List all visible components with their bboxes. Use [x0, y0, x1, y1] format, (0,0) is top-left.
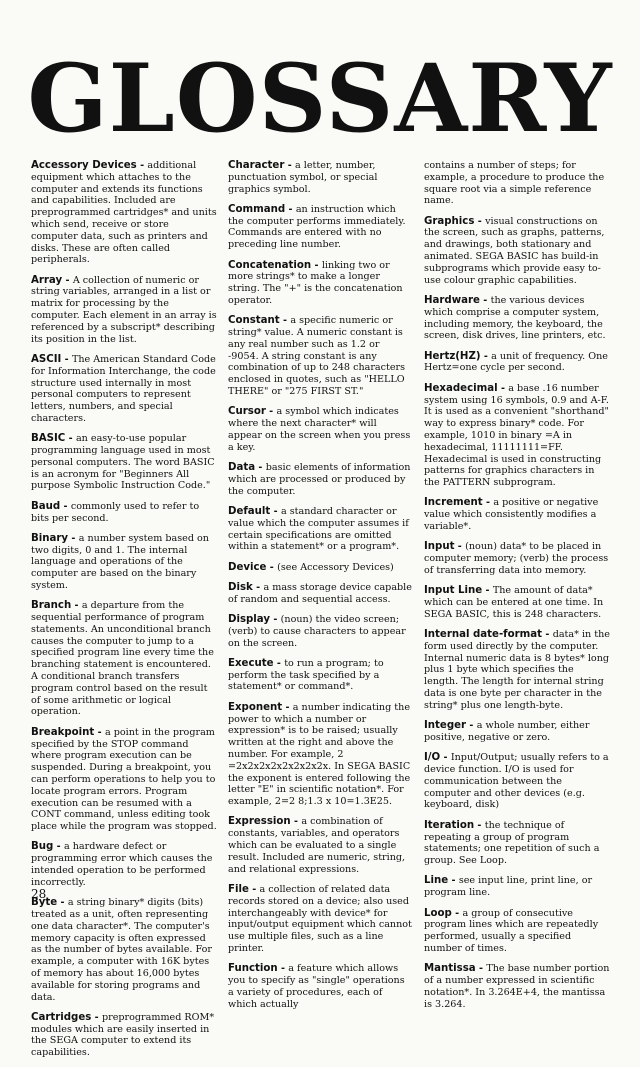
glossary-column-1	[31, 160, 217, 1067]
glossary-definition: a feature which allows you to specify as "single" operations a variety of procedures, each of which actually	[228, 963, 405, 1010]
glossary-entry	[424, 820, 610, 867]
glossary-entry	[424, 541, 610, 576]
glossary-definition: Input/Output; usually refers to a device function. I/O is used for communication between the computer and other devices (e.g. keyboard, disk)	[424, 752, 609, 811]
glossary-entry	[31, 160, 217, 266]
term-separator: -	[266, 561, 278, 573]
glossary-definition: a departure from the sequential performance of program statements. An unconditional branch causes the computer to jump to a specified program line every time the branching statement is encountered. A conditional branch transfers program control based on the result of some arithmetic or logical operation.	[31, 600, 214, 718]
glossary-entry	[424, 963, 610, 1010]
glossary-entry	[31, 727, 217, 833]
glossary-term: Iteration	[424, 819, 475, 831]
term-separator: -	[542, 629, 553, 641]
glossary-term: Accessory Devices	[31, 160, 137, 171]
term-separator: -	[61, 353, 72, 365]
glossary-term: Integer	[424, 720, 467, 732]
glossary-definition: The amount of data* which can be entered at one time. In SEGA BASIC, this is 248 characters.	[424, 585, 604, 620]
glossary-entry	[424, 585, 610, 620]
glossary-entry	[228, 658, 413, 693]
glossary-entry	[228, 582, 413, 606]
term-separator: -	[290, 816, 302, 828]
glossary-column-2	[228, 160, 413, 1019]
glossary-definition: a mass storage device capable of random and sequential access.	[228, 581, 412, 605]
term-separator: -	[277, 963, 289, 975]
term-separator: -	[65, 433, 76, 445]
glossary-definition: additional equipment which attaches to the computer and extends its functions and capabilities. Included are preprogrammed cartridges* and units which send, receive or store computer data, such as printers and disks. These are often called peripherals.	[31, 160, 217, 266]
glossary-entry	[424, 351, 610, 375]
term-separator: -	[474, 819, 485, 831]
glossary-term: Function	[228, 963, 278, 975]
glossary-entry	[31, 600, 217, 718]
glossary-definition: a hardware defect or programming error which causes the intended operation to be performed incorrectly.	[31, 841, 213, 888]
term-separator: -	[474, 215, 486, 227]
glossary-definition: a positive or negative value which consistently modifies a variable*.	[424, 497, 599, 533]
glossary-term: Hertz(HZ)	[424, 350, 481, 362]
glossary-entry	[228, 406, 413, 453]
glossary-term: Concatenation	[228, 259, 312, 271]
glossary-term: BASIC	[31, 433, 66, 445]
glossary-term: Default	[228, 505, 271, 517]
glossary-definition: (noun) data* to be placed in computer memory; (verb) the process of transferring data into memory.	[424, 541, 609, 576]
glossary-term: Breakpoint	[31, 726, 95, 738]
glossary-definition: a symbol which indicates where the next character* will appear on the screen when you press a key.	[228, 406, 411, 453]
glossary-term: ASCII	[31, 353, 62, 365]
term-separator: -	[252, 581, 264, 593]
glossary-term: Display	[228, 614, 270, 625]
term-separator: -	[285, 203, 296, 215]
glossary-term: Baud	[31, 500, 61, 512]
glossary-entry	[228, 506, 413, 553]
glossary-term: Constant	[228, 315, 280, 327]
glossary-term: Exponent	[228, 701, 283, 713]
glossary-entry	[424, 216, 610, 287]
glossary-definition: basic elements of information which are processed or produced by the computer.	[228, 462, 411, 497]
glossary-term: Increment	[424, 497, 483, 509]
page-number: 28	[31, 887, 47, 901]
glossary-entry	[228, 315, 413, 398]
term-separator: -	[273, 657, 285, 669]
glossary-entry	[31, 433, 217, 492]
term-separator: -	[57, 897, 68, 909]
glossary-entry	[228, 462, 413, 497]
glossary-column-3	[424, 160, 610, 1019]
glossary-definition: contains a number of steps; for example, a procedure to produce the square root via a simple reference name.	[424, 160, 605, 207]
glossary-entry	[424, 720, 610, 744]
glossary-definition: data* in the form used directly by the computer. Internal numeric data is 8 bytes* long plus 1 byte which specifies the length. The length for internal string data is one byte per character in the string* plus one length-byte.	[424, 629, 610, 711]
glossary-definition: a whole number, either positive, negative or zero.	[424, 720, 590, 743]
glossary-definition: a group of consecutive program lines which are repeatedly performed, usually a specified number of times.	[424, 907, 599, 954]
glossary-term: Hardware	[424, 294, 480, 306]
glossary-definition: a unit of frequency. One Hertz=one cycle per second.	[424, 350, 608, 374]
glossary-entry	[31, 275, 217, 346]
glossary-term: I/O	[424, 752, 441, 764]
glossary-definition: a base .16 number system using 16 symbols, 0.9 and A-F. It is used as a convenient "shorthand" way to express binary* code. For example, 1010 in binary =A in hexadecimal, 11111111=FF. Hexadecimal is used in constructing patterns for graphics characters in the PATTERN subprogram.	[424, 382, 609, 489]
glossary-term: Bug	[31, 841, 54, 853]
glossary-definition: a collection of related data records stored on a device; also used interchangeably with device* for input/output equipment which cannot use multiple files, such as a line printer.	[228, 883, 412, 954]
glossary-term: Cartridges	[31, 1011, 92, 1023]
glossary-entry	[228, 614, 413, 649]
glossary-definition: a specific numeric or string* value. A numeric constant is any real number such as 1.2 or -9054. A string constant is any combination of up to 248 characters enclosed in quotes, such as "HELLO THERE" or "275 FIRST ST."	[228, 315, 406, 398]
glossary-entry	[424, 752, 610, 811]
glossary-definition: preprogrammed ROM* modules which are easily inserted in the SEGA computer to extend its capabilities.	[31, 1011, 215, 1059]
term-separator: -	[451, 907, 463, 919]
term-separator: -	[71, 600, 82, 612]
glossary-entry	[424, 383, 610, 489]
glossary-entry	[228, 702, 413, 808]
term-separator: -	[91, 1011, 102, 1023]
glossary-entry	[228, 963, 413, 1010]
glossary-definition: to run a program; to perform the task specified by a statement* or command*.	[228, 657, 384, 693]
glossary-term: Cursor	[228, 406, 266, 418]
glossary-definition: commonly used to refer to bits per second.	[31, 500, 200, 524]
term-separator: -	[497, 382, 509, 394]
term-separator: -	[454, 541, 466, 553]
term-separator: -	[255, 462, 266, 474]
glossary-term: Mantissa	[424, 963, 476, 975]
glossary-term: Input Line	[424, 585, 483, 597]
term-separator: -	[284, 160, 296, 171]
glossary-definition: The American Standard Code for Information Interchange, the code structure used internally in most personal computers to represent letters, numbers, and special characters.	[31, 353, 216, 424]
term-separator: -	[68, 532, 79, 544]
term-separator: -	[94, 726, 105, 738]
glossary-definition: linking two or more strings* to make a longer string. The "+" is the concatenation operator.	[228, 259, 403, 306]
glossary-entry	[424, 295, 610, 342]
glossary-definition: visual constructions on the screen, such as graphs, patterns, and drawings, both stationary and animated. SEGA BASIC has build-in subprograms which provide easy to-use colour graphic capabilities.	[424, 215, 605, 286]
term-separator: -	[248, 883, 260, 895]
glossary-term: Byte	[31, 897, 58, 909]
glossary-term: File	[228, 883, 249, 895]
glossary-definition: a letter, number, punctuation symbol, or special graphics symbol.	[228, 160, 378, 195]
glossary-entry	[424, 160, 610, 207]
glossary-definition: the various devices which comprise a computer system, including memory, the keyboard, the screen, disk drives, line printers, etc.	[424, 294, 606, 342]
glossary-entry	[424, 629, 610, 712]
glossary-definition: an instruction which the computer performs immediately. Commands are entered with no preceding line number.	[228, 203, 406, 251]
glossary-definition: an easy-to-use popular programming language used in most personal computers. The word BASIC is an acronym for "Beginners All purpose Symbolic Instruction Code."	[31, 433, 215, 492]
term-separator: -	[475, 963, 487, 975]
glossary-term: Graphics	[424, 215, 475, 227]
term-separator: -	[53, 841, 64, 853]
glossary-term: Hexadecimal	[424, 382, 498, 394]
glossary-entry	[228, 260, 413, 307]
glossary-definition: a string binary* digits (bits) treated as a unit, often representing one data character*. The computer's memory capacity is often expressed as the number of bytes available. For example, a computer with 16K bytes of memory has about 16,000 bytes available for storing programs and data.	[31, 897, 213, 1003]
glossary-term: Input	[424, 541, 455, 553]
glossary-term: Array	[31, 274, 63, 286]
glossary-entry	[424, 908, 610, 955]
glossary-definition: The base number portion of a number expressed in scientific notation*. In 3.264E+4, the mantissa is 3.264.	[424, 963, 610, 1010]
glossary-definition: see input line, print line, or program line.	[424, 875, 593, 899]
term-separator: -	[62, 274, 73, 286]
glossary-term: Device	[228, 561, 267, 573]
glossary-term: Branch	[31, 600, 72, 612]
term-separator: -	[136, 160, 148, 171]
term-separator: -	[311, 259, 322, 271]
term-separator: -	[265, 406, 277, 418]
term-separator: -	[479, 294, 491, 306]
glossary-entry	[31, 533, 217, 592]
glossary-term: Loop	[424, 907, 452, 919]
glossary-definition: a number system based on two digits, 0 and 1. The internal language and operations of the computer are based on the binary system.	[31, 532, 209, 591]
glossary-entry	[228, 204, 413, 251]
glossary-definition: (see Accessory Devices)	[277, 561, 394, 573]
term-separator: -	[482, 497, 494, 509]
glossary-definition: the technique of repeating a group of program statements; one repetition of such a group. See Loop.	[424, 819, 600, 867]
glossary-term: Data	[228, 462, 256, 474]
term-separator: -	[480, 350, 492, 362]
glossary-definition: a combination of constants, variables, and operators which can be evaluated to a single result. Included are numeric, string, and relational expressions.	[228, 816, 406, 875]
glossary-term: Character	[228, 160, 285, 171]
glossary-definition: A collection of numeric or string variables, arranged in a list or matrix for processing by the computer. Each element in an array is referenced by a subscript* describing its position in the list.	[31, 274, 217, 345]
glossary-definition: (noun) the video screen; (verb) to cause characters to appear on the screen.	[228, 614, 406, 649]
term-separator: -	[466, 720, 477, 732]
term-separator: -	[279, 315, 291, 327]
term-separator: -	[270, 614, 281, 625]
term-separator: -	[448, 875, 459, 887]
glossary-term: Command	[228, 203, 286, 215]
glossary-entry	[424, 497, 610, 532]
glossary-entry	[228, 562, 413, 574]
term-separator: -	[440, 752, 451, 764]
term-separator: -	[482, 585, 493, 597]
glossary-entry	[228, 884, 413, 955]
glossary-term: Expression	[228, 816, 291, 828]
glossary-entry	[31, 897, 217, 1003]
page-title: GLOSSARY	[27, 44, 613, 154]
term-separator: -	[60, 500, 71, 512]
glossary-entry	[228, 816, 413, 875]
glossary-term: Binary	[31, 532, 69, 544]
glossary-term: Execute	[228, 657, 274, 669]
glossary-term: Line	[424, 875, 449, 887]
term-separator: -	[282, 701, 293, 713]
glossary-entry	[228, 160, 413, 195]
glossary-term: Disk	[228, 581, 253, 593]
glossary-entry	[31, 501, 217, 525]
glossary-entry	[31, 1012, 217, 1059]
term-separator: -	[270, 505, 281, 517]
glossary-definition: a point in the program specified by the STOP command where program execution can be suspended. During a breakpoint, you can perform operations to help you to locate program errors. Program execution can be resumed with a CONT command, unless editing took place while the program was stopped.	[31, 726, 217, 833]
glossary-entry	[31, 354, 217, 425]
glossary-definition: a number indicating the power to which a number or expression* is to be raised; usually written at the right and above the number. For example, 2 =2x2x2x2x2x2x2x2x. In SEGA BASIC the exponent is entered following the letter "E" in scientific notation*. For example, 2=2 8;1.3 x 10=1.3E25.	[228, 701, 411, 808]
glossary-entry	[31, 841, 217, 888]
glossary-definition: a standard character or value which the computer assumes if certain specifications are omitted within a statement* or a program*.	[228, 505, 409, 553]
glossary-entry	[424, 875, 610, 899]
glossary-term: Internal date-format	[424, 629, 543, 641]
